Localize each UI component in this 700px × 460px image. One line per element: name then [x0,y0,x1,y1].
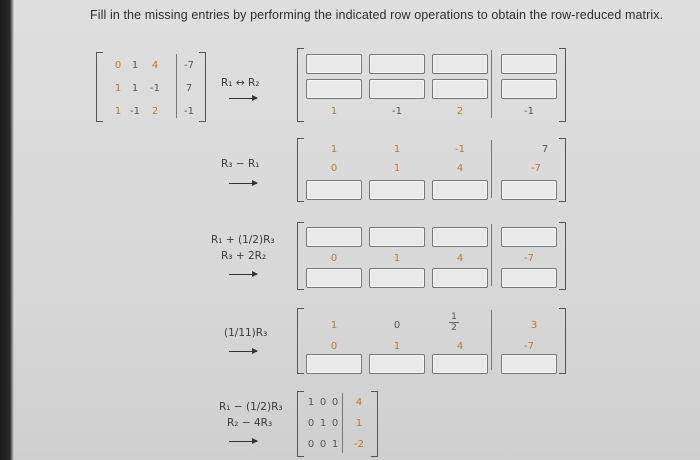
known-cell: 2 [456,106,464,117]
final-cell: 0 [331,397,339,408]
known-cell: 1 [330,144,338,155]
step-operation: R₃ − R₁ [221,158,260,170]
known-cell: -1 [392,106,402,117]
bracket-right [559,222,566,290]
start-cell: -1 [150,83,160,94]
known-cell: 1 [393,144,401,155]
entry-input[interactable] [369,79,425,99]
known-cell: -7 [524,341,534,352]
arrow-icon [229,274,257,275]
numerator: 1 [451,312,457,322]
arrow-icon [229,183,257,184]
bracket-left [96,52,103,122]
final-cell: 0 [319,397,327,408]
entry-input[interactable] [501,268,557,288]
known-cell: -1 [524,106,534,117]
start-cell: 1 [114,106,122,117]
arrow-icon [229,351,257,352]
entry-input[interactable] [432,54,488,74]
bracket-right [559,48,566,122]
step-operation: (1/11)R₃ [224,327,268,339]
entry-input[interactable] [306,268,362,288]
entry-input[interactable] [306,227,362,247]
fraction-one-half [446,312,462,333]
start-cell: 1 [131,60,139,71]
step-operation: R₂ − 4R₃ [227,417,273,429]
final-cell: 1 [307,397,315,408]
augment-line [491,140,492,198]
start-cell: 7 [185,83,193,94]
augment-line [491,50,492,118]
known-cell: 0 [330,253,338,264]
bracket-right [199,52,206,122]
known-cell: -7 [524,253,534,264]
bracket-right [559,308,566,374]
denominator: 2 [451,323,457,333]
arrow-icon [229,98,257,99]
start-cell: -7 [184,60,194,71]
step-operation: R₁ + (1/2)R₃ [211,234,275,246]
start-cell: 1 [131,83,139,94]
step-operation: R₃ + 2R₂ [221,250,267,262]
final-cell: 1 [319,418,327,429]
entry-input[interactable] [369,180,425,200]
known-cell: 1 [393,253,401,264]
entry-input[interactable] [369,54,425,74]
entry-input[interactable] [369,227,425,247]
entry-input[interactable] [306,79,362,99]
page [14,0,700,460]
bracket-left [297,222,304,290]
known-cell: 0 [330,163,338,174]
step-operation: R₁ ↔ R₂ [221,77,260,89]
entry-input[interactable] [432,79,488,99]
bracket-right [371,391,378,457]
known-cell: 7 [541,144,549,155]
augment-line [491,224,492,286]
start-cell: 0 [114,60,122,71]
known-cell: 1 [393,341,401,352]
final-cell: -2 [354,439,364,450]
known-cell: 4 [456,341,464,352]
entry-input[interactable] [501,54,557,74]
entry-input[interactable] [501,227,557,247]
known-cell: 4 [456,253,464,264]
start-cell: 1 [114,83,122,94]
entry-input[interactable] [369,354,425,374]
known-cell: 0 [393,320,401,331]
entry-input[interactable] [501,79,557,99]
final-cell: 1 [355,418,363,429]
entry-input[interactable] [432,268,488,288]
entry-input[interactable] [306,180,362,200]
final-cell: 1 [331,439,339,450]
known-cell: -1 [455,144,465,155]
known-cell: 1 [330,106,338,117]
start-cell: 2 [151,106,159,117]
entry-input[interactable] [432,227,488,247]
known-cell: 4 [456,163,464,174]
entry-input[interactable] [432,354,488,374]
known-cell: 1 [330,320,338,331]
instruction-text: Fill in the missing entries by performing the indicated row operations to obtain the row-reduced matrix. [90,8,664,22]
entry-input[interactable] [501,354,557,374]
step-operation: R₁ − (1/2)R₃ [219,401,283,413]
final-cell: 4 [355,397,363,408]
known-cell: 3 [530,320,538,331]
bracket-left [297,48,304,122]
start-cell: -1 [130,106,140,117]
entry-input[interactable] [432,180,488,200]
entry-input[interactable] [369,268,425,288]
arrow-icon [229,441,257,442]
known-cell: -7 [531,163,541,174]
augment-line [491,310,492,370]
augment-line [176,54,177,118]
entry-input[interactable] [306,354,362,374]
final-cell: 0 [307,418,315,429]
bracket-left [297,138,304,202]
final-cell: 0 [307,439,315,450]
start-cell: -1 [184,106,194,117]
entry-input[interactable] [501,180,557,200]
known-cell: 1 [393,163,401,174]
final-cell: 0 [331,418,339,429]
final-cell: 0 [319,439,327,450]
start-cell: 4 [151,60,159,71]
known-cell: 0 [330,341,338,352]
bracket-left [297,308,304,374]
entry-input[interactable] [306,54,362,74]
bracket-right [559,138,566,202]
